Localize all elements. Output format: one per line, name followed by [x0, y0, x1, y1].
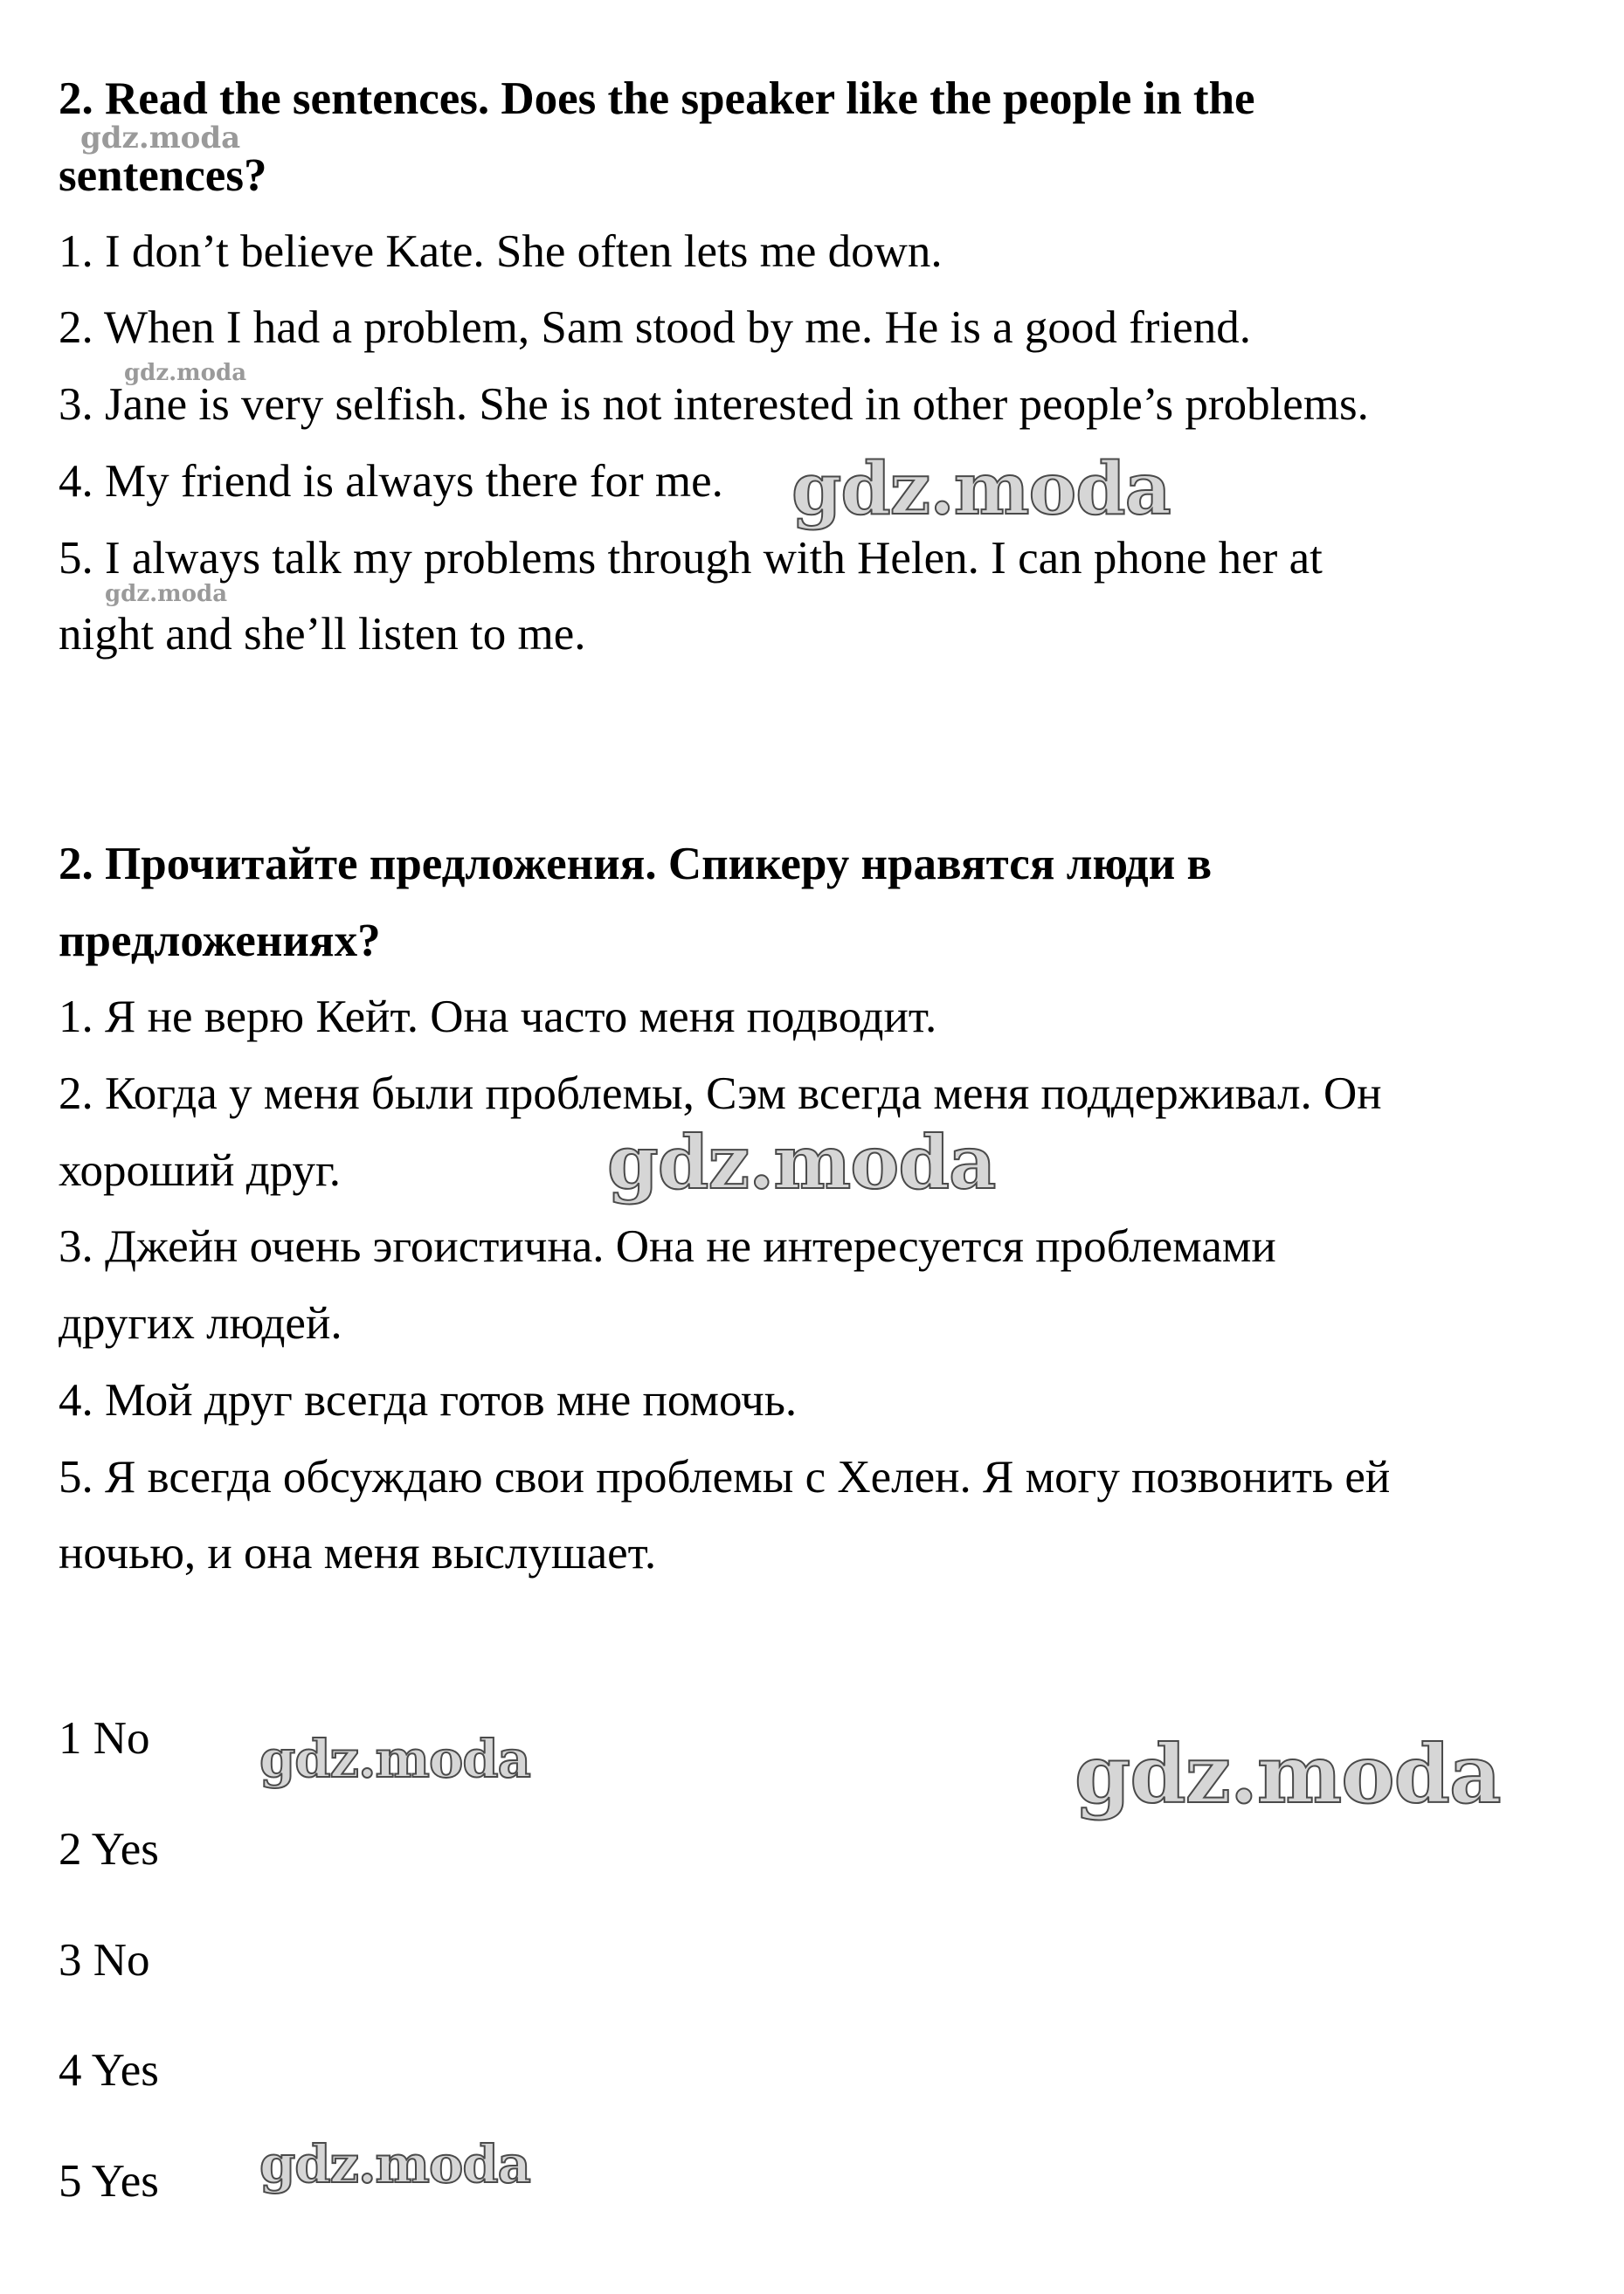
watermark-logo: gdz.moda	[607, 1119, 996, 1206]
answer-5: 5 Yes	[59, 2156, 159, 2207]
russian-heading-line-1: 2. Прочитайте предложения. Спикеру нравятся люди в	[59, 839, 1213, 889]
russian-sentence-2-line-2: хороший друг.	[59, 1145, 342, 1196]
english-sentence-5-line-1: 5. I always talk my problems through with Helen. I can phone her at	[59, 533, 1323, 584]
russian-sentence-1: 1. Я не верю Кейт. Она часто меня подводит.	[59, 992, 937, 1042]
russian-sentence-3-line-2: других людей.	[59, 1298, 342, 1349]
answer-1: 1 No	[59, 1713, 150, 1764]
russian-sentence-3-line-1: 3. Джейн очень эгоистична. Она не интересуется проблемами	[59, 1221, 1276, 1272]
english-sentence-4: 4. My friend is always there for me.	[59, 456, 723, 507]
russian-sentence-5-line-2: ночью, и она меня выслушает.	[59, 1528, 657, 1579]
watermark-logo: gdz.moda	[791, 447, 1171, 531]
english-sentence-3: 3. Jane is very selfish. She is not interested in other people’s problems.	[59, 379, 1369, 430]
english-heading-line-2: sentences?	[59, 150, 267, 201]
answer-3: 3 No	[59, 1935, 150, 1986]
answer-4: 4 Yes	[59, 2045, 159, 2096]
watermark-logo: gdz.moda	[80, 121, 241, 155]
watermark-logo: gdz.moda	[259, 2134, 530, 2194]
english-heading-line-1: 2. Read the sentences. Does the speaker like the people in the	[59, 73, 1255, 124]
watermark-logo: gdz.moda	[105, 581, 228, 607]
watermark-logo: gdz.moda	[124, 360, 247, 386]
russian-sentence-5-line-1: 5. Я всегда обсуждаю свои проблемы с Хелен. Я могу позвонить ей	[59, 1452, 1391, 1503]
english-sentence-2: 2. When I had a problem, Sam stood by me. He is a good friend.	[59, 302, 1251, 353]
russian-sentence-2-line-1: 2. Когда у меня были проблемы, Сэм всегда меня поддерживал. Он	[59, 1068, 1382, 1119]
english-sentence-5-line-2: night and she’ll listen to me.	[59, 609, 586, 660]
watermark-logo: gdz.moda	[259, 1729, 530, 1789]
english-sentence-1: 1. I don’t believe Kate. She often lets me down.	[59, 226, 943, 277]
russian-heading-line-2: предложениях?	[59, 916, 381, 966]
russian-sentence-4: 4. Мой друг всегда готов мне помочь.	[59, 1375, 798, 1426]
watermark-logo: gdz.moda	[1075, 1727, 1501, 1821]
answer-2: 2 Yes	[59, 1824, 159, 1875]
